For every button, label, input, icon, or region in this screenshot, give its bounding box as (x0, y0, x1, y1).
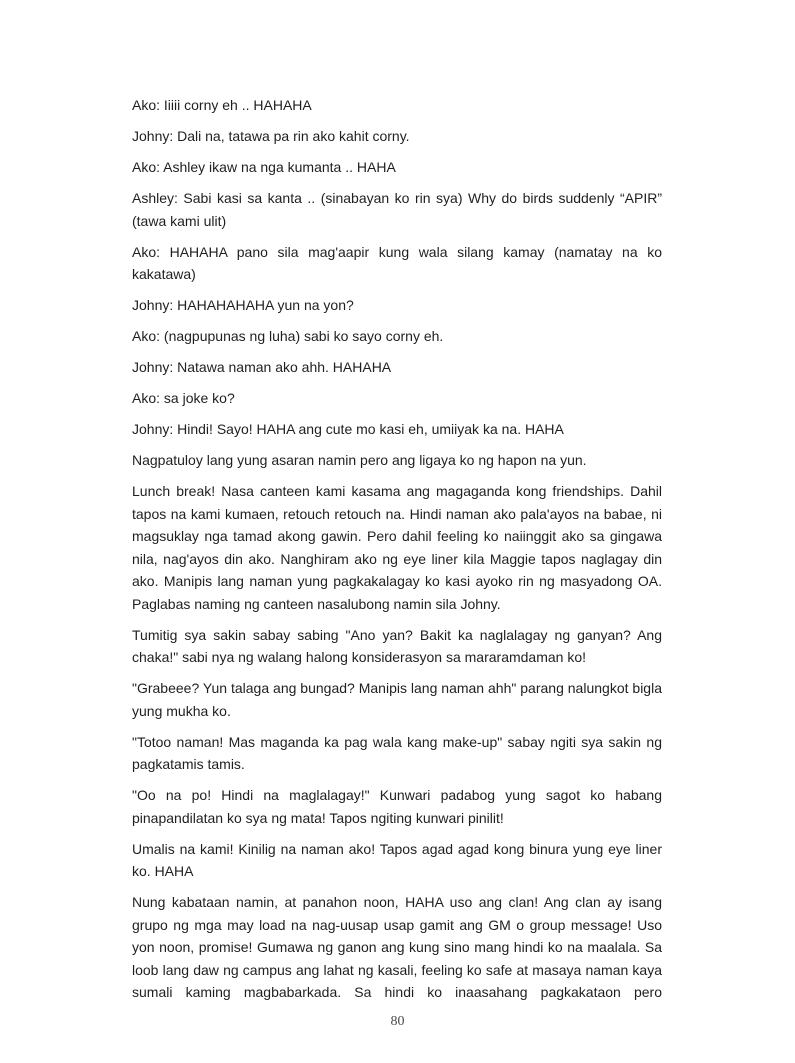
paragraph: Lunch break! Nasa canteen kami kasama ang magaganda kong friendships. Dahil tapos na kami kumaen, retouch retouch na. Hindi naman ako pala'ayos na babae, ni magsuklay nga tamad akong gawin. Pero dahil feeling ko naiinggit ako sa gingawa nila, nag'ayos din ako. Nanghiram ako ng eye liner kila Maggie tapos naglagay din ako. Manipis lang naman yung pagkakalagay ko kasi ayoko rin ng masyadong OA. Paglabas naming ng canteen nasalubong namin sila Johny. (132, 483, 662, 612)
paragraph: Ako: Ashley ikaw na nga kumanta .. HAHA (132, 159, 396, 175)
paragraph: Johny: HAHAHAHAHA yun na yon? (132, 297, 354, 313)
text-block (132, 94, 662, 1012)
paragraph: Umalis na kami! Kinilig na naman ako! Tapos agad agad kong binura yung eye liner ko. HAHA (132, 840, 662, 879)
paragraph: Nung kabataan namin, at panahon noon, HAHA uso ang clan! Ang clan ay isang grupo ng mga may load na nag-uusap usap gamit ang GM o group message! Uso yon noon, promise! Gumawa ng ganon ang kung sino mang hindi ko na maalala. Sa loob lang daw ng campus ang lahat ng kasali, feeling ko safe at masaya naman kaya sumali kaming magbabarkada. Sa hindi ko inaasahang pagkakataon pero (132, 894, 662, 1000)
paragraph: Ashley: Sabi kasi sa kanta .. (sinabayan ko rin sya) Why do birds suddenly “APIR” (tawa kami ulit) (132, 190, 662, 229)
paragraph: Nagpatuloy lang yung asaran namin pero ang ligaya ko ng hapon na yun. (132, 452, 587, 468)
paragraph: "Totoo naman! Mas maganda ka pag wala kang make-up" sabay ngiti sya sakin ng pagkatamis tamis. (132, 733, 662, 772)
paragraph: Ako: HAHAHA pano sila mag'aapir kung wala silang kamay (namatay na ko kakatawa) (132, 243, 662, 282)
paragraph: Tumitig sya sakin sabay sabing "Ano yan? Bakit ka naglalagay ng ganyan? Ang chaka!" sabi nya ng walang halong konsiderasyon sa mararamdaman ko! (132, 626, 662, 665)
paragraph: Johny: Dali na, tatawa pa rin ako kahit corny. (132, 128, 410, 144)
paragraph: Ako: (nagpupunas ng luha) sabi ko sayo corny eh. (132, 328, 444, 344)
paragraph: Ako: Iiiii corny eh .. HAHAHA (132, 97, 312, 113)
paragraph: Johny: Hindi! Sayo! HAHA ang cute mo kasi eh, umiiyak ka na. HAHA (132, 421, 564, 437)
page-number: 80 (390, 1014, 405, 1029)
paragraph: "Oo na po! Hindi na maglalagay!" Kunwari padabog yung sagot ko habang pinapandilatan ko sya ng mata! Tapos ngiting kunwari pinilit! (132, 787, 662, 826)
paragraph: Johny: Natawa naman ako ahh. HAHAHA (132, 359, 392, 375)
paragraph: "Grabeee? Yun talaga ang bungad? Manipis lang naman ahh" parang nalungkot bigla yung mukha ko. (132, 680, 662, 719)
paragraph: Ako: sa joke ko? (132, 390, 235, 406)
